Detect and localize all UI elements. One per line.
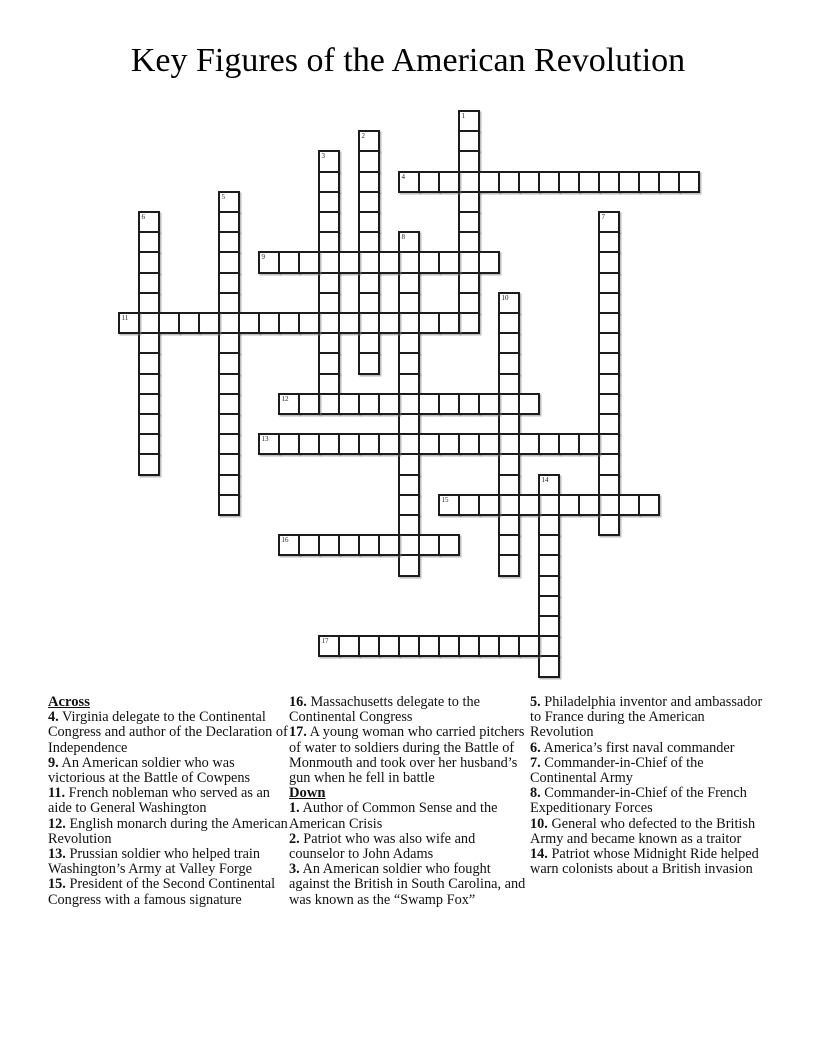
grid-cell[interactable] xyxy=(138,231,160,253)
grid-cell[interactable] xyxy=(478,393,500,415)
grid-cell[interactable] xyxy=(278,393,300,415)
clue-column-1 xyxy=(48,695,288,908)
grid-cell[interactable] xyxy=(518,433,540,455)
cell-number: 6 xyxy=(141,213,145,221)
clue-number: 12. xyxy=(48,815,66,832)
grid-cell[interactable] xyxy=(518,635,540,657)
grid-cell[interactable] xyxy=(318,393,340,415)
grid-cell[interactable] xyxy=(398,231,420,253)
crossword-grid xyxy=(118,110,700,678)
grid-cell[interactable] xyxy=(558,171,580,193)
grid-cell[interactable] xyxy=(498,413,520,435)
clue-13: 13. Prussian soldier who helped train Washington’s Army at Valley Forge xyxy=(48,846,261,878)
clue-column-2 xyxy=(289,695,529,908)
clue-number: 3. xyxy=(289,861,300,878)
grid-cell[interactable] xyxy=(478,251,500,273)
grid-cell[interactable] xyxy=(398,292,420,314)
grid-cell[interactable] xyxy=(358,292,380,314)
grid-cell[interactable] xyxy=(278,433,300,455)
grid-cell[interactable] xyxy=(598,494,620,516)
grid-cell[interactable] xyxy=(138,433,160,455)
clue-2: 2. Patriot who was also wife and counselor to John Adams xyxy=(289,830,476,863)
grid-cell[interactable] xyxy=(458,211,480,233)
grid-cell[interactable] xyxy=(538,494,560,516)
grid-cell[interactable] xyxy=(598,251,620,273)
grid-cell[interactable] xyxy=(438,635,460,657)
grid-cell[interactable] xyxy=(458,292,480,314)
grid-cell[interactable] xyxy=(358,312,380,334)
grid-cell[interactable] xyxy=(218,231,240,253)
grid-cell[interactable] xyxy=(418,393,440,415)
cell-number: 5 xyxy=(221,192,225,201)
grid-cell[interactable] xyxy=(218,474,240,496)
grid-cell[interactable] xyxy=(478,433,500,455)
grid-cell[interactable] xyxy=(458,635,480,657)
grid-cell[interactable] xyxy=(598,171,620,193)
clue-number: 10. xyxy=(530,815,548,832)
grid-cell[interactable] xyxy=(398,352,420,374)
grid-cell[interactable] xyxy=(318,352,340,374)
grid-cell[interactable] xyxy=(538,433,560,455)
cell-number: 2 xyxy=(361,132,365,141)
grid-cell[interactable] xyxy=(458,312,480,334)
grid-cell[interactable] xyxy=(398,453,420,475)
grid-cell[interactable] xyxy=(358,191,380,213)
grid-cell[interactable] xyxy=(598,292,620,314)
cell-number: 7 xyxy=(601,213,605,221)
grid-cell[interactable] xyxy=(498,534,520,556)
clue-7: 7. Commander-in-Chief of the Continental Army xyxy=(530,754,704,787)
grid-cell[interactable] xyxy=(438,312,460,334)
grid-cell[interactable] xyxy=(358,272,380,294)
grid-cell[interactable] xyxy=(438,251,460,273)
grid-cell[interactable] xyxy=(338,635,360,657)
puzzle-title: Key Figures of the American Revolution xyxy=(130,42,686,79)
grid-cell[interactable] xyxy=(318,251,340,273)
grid-cell[interactable] xyxy=(138,251,160,273)
grid-cell[interactable] xyxy=(558,433,580,455)
grid-cell[interactable] xyxy=(438,393,460,415)
grid-cell[interactable] xyxy=(498,474,520,496)
grid-cell[interactable] xyxy=(398,554,420,576)
grid-cell[interactable] xyxy=(358,332,380,354)
clue-6: 6. America’s first naval commander xyxy=(530,739,735,756)
grid-cell[interactable] xyxy=(498,635,520,657)
grid-cell[interactable] xyxy=(318,312,340,334)
grid-cell[interactable] xyxy=(218,373,240,395)
grid-cell[interactable] xyxy=(238,312,260,334)
grid-cell[interactable] xyxy=(298,393,320,415)
across-section-header xyxy=(48,695,288,710)
cell-number: 15 xyxy=(441,495,449,504)
grid-cell[interactable] xyxy=(218,312,240,334)
grid-cell[interactable] xyxy=(318,373,340,395)
grid-cell[interactable] xyxy=(518,393,540,415)
clue-number: 14. xyxy=(530,846,548,863)
grid-cell[interactable] xyxy=(418,534,440,556)
clue-number: 1. xyxy=(289,800,300,817)
grid-cell[interactable] xyxy=(578,171,600,193)
grid-cell[interactable] xyxy=(558,494,580,516)
grid-cell[interactable] xyxy=(378,312,400,334)
grid-cell[interactable] xyxy=(358,130,380,152)
clue-9: 9. An American soldier who was victorious at the Battle of Cowpens xyxy=(48,754,251,787)
grid-cell[interactable] xyxy=(358,534,380,556)
grid-cell[interactable] xyxy=(218,191,240,213)
grid-cell[interactable] xyxy=(518,494,540,516)
grid-cell[interactable] xyxy=(458,494,480,516)
grid-cell[interactable] xyxy=(298,534,320,556)
grid-cell[interactable] xyxy=(598,433,620,455)
clue-number: 8. xyxy=(530,785,541,802)
grid-cell[interactable] xyxy=(398,474,420,496)
grid-cell[interactable] xyxy=(418,433,440,455)
grid-cell[interactable] xyxy=(358,393,380,415)
grid-cell[interactable] xyxy=(138,211,160,233)
grid-cell[interactable] xyxy=(458,433,480,455)
grid-cell[interactable] xyxy=(398,272,420,294)
grid-cell[interactable] xyxy=(398,251,420,273)
grid-cell[interactable] xyxy=(138,373,160,395)
grid-cell[interactable] xyxy=(118,312,140,334)
grid-cell[interactable] xyxy=(338,393,360,415)
grid-cell[interactable] xyxy=(318,433,340,455)
grid-cell[interactable] xyxy=(318,171,340,193)
across-section-label: Across xyxy=(48,694,90,710)
grid-cell[interactable] xyxy=(618,171,640,193)
grid-cell[interactable] xyxy=(458,393,480,415)
grid-cell[interactable] xyxy=(538,534,560,556)
clue-17: 17. A young woman who carried pitchers of water to soldiers during the Battle of Monmouth and took over her husband’s gun when he fell in battle xyxy=(289,724,525,787)
clue-number: 2. xyxy=(289,830,300,847)
clue-number: 9. xyxy=(48,754,59,771)
grid-cell[interactable] xyxy=(598,312,620,334)
grid-cell[interactable] xyxy=(458,130,480,152)
grid-cell[interactable] xyxy=(678,171,700,193)
clue-number: 4. xyxy=(48,709,59,726)
grid-cell[interactable] xyxy=(158,312,180,334)
grid-cell[interactable] xyxy=(398,413,420,435)
grid-cell[interactable] xyxy=(358,251,380,273)
grid-cell[interactable] xyxy=(378,251,400,273)
grid-cell[interactable] xyxy=(338,433,360,455)
grid-cell[interactable] xyxy=(538,635,560,657)
grid-cell[interactable] xyxy=(598,514,620,536)
grid-cell[interactable] xyxy=(218,433,240,455)
clue-number: 6. xyxy=(530,739,541,756)
grid-cell[interactable] xyxy=(538,474,560,496)
grid-cell[interactable] xyxy=(258,433,280,455)
grid-cell[interactable] xyxy=(538,615,560,637)
clue-number: 15. xyxy=(48,876,66,893)
grid-cell[interactable] xyxy=(218,251,240,273)
grid-cell[interactable] xyxy=(618,494,640,516)
clue-number: 13. xyxy=(48,846,66,863)
grid-cell[interactable] xyxy=(278,534,300,556)
clue-4: 4. Virginia delegate to the Continental Congress and author of the Declaration of Independence xyxy=(48,709,288,756)
grid-cell[interactable] xyxy=(498,514,520,536)
cell-number: 3 xyxy=(321,152,325,161)
cell-number: 8 xyxy=(401,233,405,242)
clue-column-3 xyxy=(530,695,770,877)
clue-14: 14. Patriot whose Midnight Ride helped warn colonists about a British invasion xyxy=(530,846,759,878)
grid-cell[interactable] xyxy=(218,211,240,233)
grid-cell[interactable] xyxy=(398,534,420,556)
grid-cell[interactable] xyxy=(378,393,400,415)
grid-cell[interactable] xyxy=(538,575,560,597)
grid-cell[interactable] xyxy=(298,251,320,273)
grid-cell[interactable] xyxy=(318,292,340,314)
grid-cell[interactable] xyxy=(498,312,520,334)
cell-number: 1 xyxy=(461,112,465,120)
grid-cell[interactable] xyxy=(218,332,240,354)
cell-number: 17 xyxy=(321,637,329,646)
cell-number: 11 xyxy=(121,314,129,322)
grid-cell[interactable] xyxy=(458,171,480,193)
grid-cell[interactable] xyxy=(338,312,360,334)
grid-cell[interactable] xyxy=(138,332,160,354)
grid-cell[interactable] xyxy=(598,272,620,294)
cell-number: 9 xyxy=(261,253,265,262)
cell-number: 10 xyxy=(501,293,509,302)
clue-10: 10. General who defected to the British Army and became known as a traitor xyxy=(530,815,756,847)
grid-cell[interactable] xyxy=(378,433,400,455)
grid-cell[interactable] xyxy=(598,393,620,415)
grid-cell[interactable] xyxy=(218,393,240,415)
grid-cell[interactable] xyxy=(458,191,480,213)
grid-cell[interactable] xyxy=(218,453,240,475)
grid-cell[interactable] xyxy=(318,272,340,294)
grid-cell[interactable] xyxy=(598,474,620,496)
grid-cell[interactable] xyxy=(358,211,380,233)
grid-cell[interactable] xyxy=(418,171,440,193)
clue-12: 12. English monarch during the American Revolution xyxy=(48,815,288,847)
grid-cell[interactable] xyxy=(358,231,380,253)
cell-number: 14 xyxy=(541,475,549,484)
grid-cell[interactable] xyxy=(138,272,160,294)
grid-cell[interactable] xyxy=(598,211,620,233)
grid-cell[interactable] xyxy=(438,171,460,193)
grid-cell[interactable] xyxy=(498,352,520,374)
grid-cell[interactable] xyxy=(278,312,300,334)
grid-cell[interactable] xyxy=(498,554,520,576)
grid-cell[interactable] xyxy=(458,251,480,273)
grid-cell[interactable] xyxy=(378,534,400,556)
clue-number: 16. xyxy=(289,694,307,710)
grid-cell[interactable] xyxy=(218,292,240,314)
grid-cell[interactable] xyxy=(138,352,160,374)
grid-cell[interactable] xyxy=(138,312,160,334)
clue-number: 7. xyxy=(530,754,541,771)
clue-1: 1. Author of Common Sense and the American Crisis xyxy=(289,800,498,832)
grid-cell[interactable] xyxy=(398,514,420,536)
down-section-header xyxy=(289,786,529,801)
grid-cell[interactable] xyxy=(398,393,420,415)
grid-cell[interactable] xyxy=(338,534,360,556)
clue-5: 5. Philadelphia inventor and ambassador to France during the American Revolution xyxy=(530,694,763,741)
grid-cell[interactable] xyxy=(438,433,460,455)
grid-cell[interactable] xyxy=(358,433,380,455)
grid-cell[interactable] xyxy=(478,635,500,657)
grid-cell[interactable] xyxy=(218,494,240,516)
cell-number: 13 xyxy=(261,435,269,444)
grid-cell[interactable] xyxy=(458,110,480,132)
grid-cell[interactable] xyxy=(498,171,520,193)
clue-number: 11. xyxy=(48,785,66,802)
grid-cell[interactable] xyxy=(458,231,480,253)
grid-cell[interactable] xyxy=(138,393,160,415)
grid-cell[interactable] xyxy=(638,171,660,193)
grid-cell[interactable] xyxy=(398,171,420,193)
grid-cell[interactable] xyxy=(598,453,620,475)
grid-cell[interactable] xyxy=(218,352,240,374)
grid-cell[interactable] xyxy=(478,494,500,516)
grid-cell[interactable] xyxy=(358,352,380,374)
grid-cell[interactable] xyxy=(538,554,560,576)
grid-cell[interactable] xyxy=(298,433,320,455)
grid-cell[interactable] xyxy=(318,534,340,556)
grid-cell[interactable] xyxy=(318,211,340,233)
grid-cell[interactable] xyxy=(498,292,520,314)
grid-cell[interactable] xyxy=(398,433,420,455)
grid-cell[interactable] xyxy=(338,251,360,273)
grid-cell[interactable] xyxy=(398,635,420,657)
grid-cell[interactable] xyxy=(498,433,520,455)
grid-cell[interactable] xyxy=(418,312,440,334)
grid-cell[interactable] xyxy=(658,171,680,193)
clue-number: 17. xyxy=(289,724,307,741)
grid-cell[interactable] xyxy=(358,150,380,172)
grid-cell[interactable] xyxy=(598,373,620,395)
grid-cell[interactable] xyxy=(378,635,400,657)
grid-cell[interactable] xyxy=(198,312,220,334)
grid-cell[interactable] xyxy=(498,453,520,475)
clue-11: 11. French nobleman who served as an aide to General Washington xyxy=(48,785,270,817)
grid-cell[interactable] xyxy=(438,534,460,556)
clue-15: 15. President of the Second Continental Congress with a famous signature xyxy=(48,876,276,908)
clue-16: 16. Massachusetts delegate to the Continental Congress xyxy=(289,694,480,726)
down-section-label: Down xyxy=(289,785,326,802)
grid-cell[interactable] xyxy=(278,251,300,273)
grid-cell[interactable] xyxy=(298,312,320,334)
grid-cell[interactable] xyxy=(598,332,620,354)
grid-cell[interactable] xyxy=(318,332,340,354)
grid-cell[interactable] xyxy=(418,251,440,273)
grid-cell[interactable] xyxy=(138,413,160,435)
grid-cell[interactable] xyxy=(138,292,160,314)
grid-cell[interactable] xyxy=(538,171,560,193)
grid-cell[interactable] xyxy=(258,251,280,273)
grid-cell[interactable] xyxy=(318,150,340,172)
grid-cell[interactable] xyxy=(398,494,420,516)
grid-cell[interactable] xyxy=(598,352,620,374)
grid-cell[interactable] xyxy=(598,413,620,435)
grid-cell[interactable] xyxy=(318,231,340,253)
clue-number: 5. xyxy=(530,694,541,710)
grid-cell[interactable] xyxy=(398,312,420,334)
grid-cell[interactable] xyxy=(458,150,480,172)
grid-cell[interactable] xyxy=(178,312,200,334)
grid-cell[interactable] xyxy=(258,312,280,334)
grid-cell[interactable] xyxy=(218,413,240,435)
grid-cell[interactable] xyxy=(478,171,500,193)
grid-cell[interactable] xyxy=(138,453,160,475)
grid-cell[interactable] xyxy=(578,494,600,516)
grid-cell[interactable] xyxy=(458,272,480,294)
grid-cell[interactable] xyxy=(498,332,520,354)
grid-cell[interactable] xyxy=(538,655,560,677)
cell-number: 12 xyxy=(281,394,289,403)
grid-cell[interactable] xyxy=(318,191,340,213)
grid-cell[interactable] xyxy=(498,494,520,516)
cell-number: 16 xyxy=(281,536,289,545)
grid-cell[interactable] xyxy=(218,272,240,294)
grid-cell[interactable] xyxy=(578,433,600,455)
grid-cell[interactable] xyxy=(398,373,420,395)
grid-cell[interactable] xyxy=(358,171,380,193)
grid-cell[interactable] xyxy=(398,332,420,354)
grid-cell[interactable] xyxy=(538,514,560,536)
grid-cell[interactable] xyxy=(598,231,620,253)
grid-cell[interactable] xyxy=(538,595,560,617)
grid-cell[interactable] xyxy=(498,393,520,415)
clue-3: 3. An American soldier who fought against the British in South Carolina, and was known as the “Swamp Fox” xyxy=(289,861,526,908)
grid-cell[interactable] xyxy=(318,635,340,657)
grid-cell[interactable] xyxy=(418,635,440,657)
grid-cell[interactable] xyxy=(438,494,460,516)
clue-8: 8. Commander-in-Chief of the French Expeditionary Forces xyxy=(530,785,747,817)
cell-number: 4 xyxy=(401,172,405,181)
grid-cell[interactable] xyxy=(638,494,660,516)
grid-cell[interactable] xyxy=(518,171,540,193)
grid-cell[interactable] xyxy=(358,635,380,657)
grid-cell[interactable] xyxy=(498,373,520,395)
